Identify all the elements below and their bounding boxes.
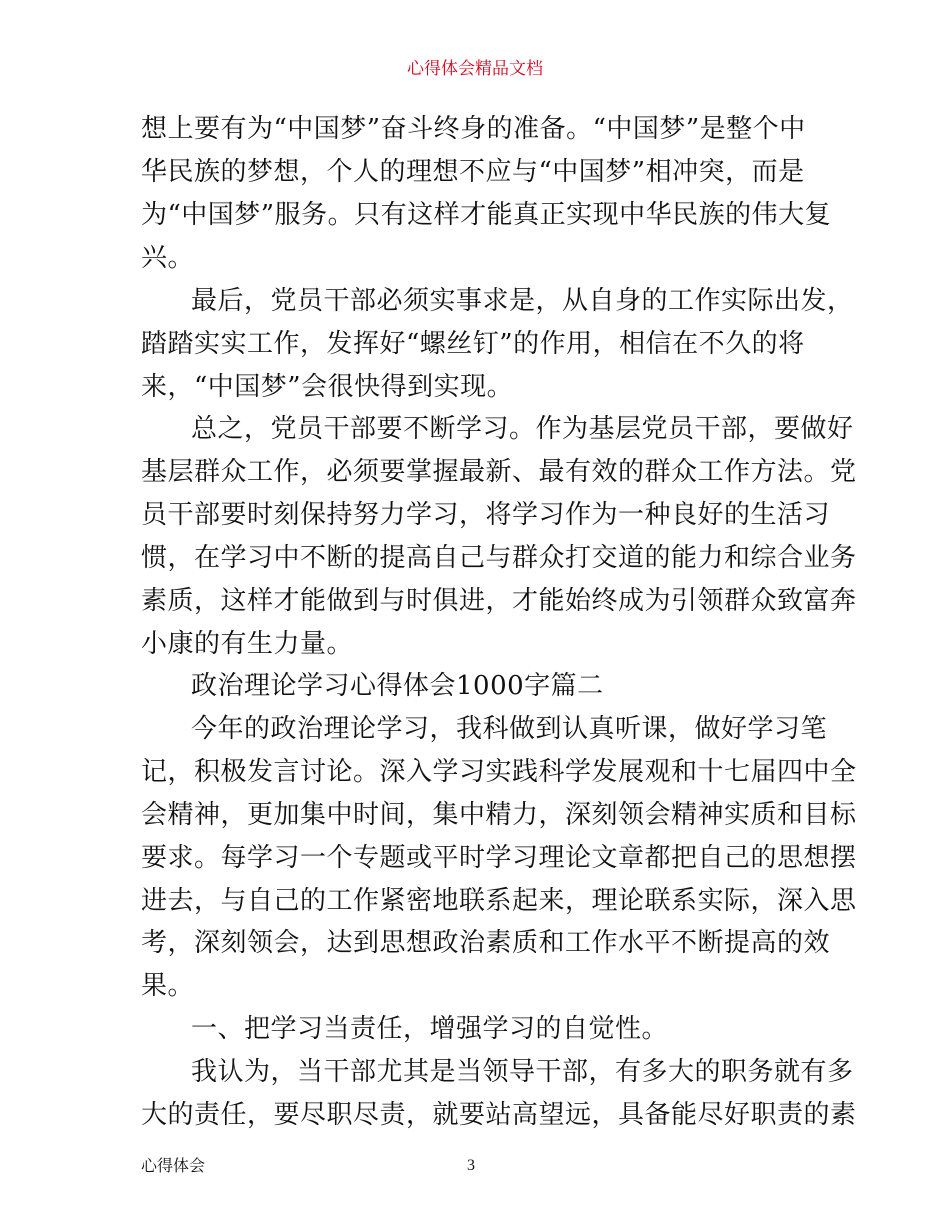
- text-line: 今年的政治理论学习，我科做到认真听课，做好学习笔: [191, 714, 828, 744]
- text-line: 来，“中国梦”会很快得到实现。: [141, 372, 514, 402]
- text-line: 小康的有生力量。: [141, 629, 354, 659]
- text-line: 果。: [141, 971, 195, 1001]
- text-line: 大的责任，要尽职尽责，就要站高望远，具备能尽好职责的素: [141, 1100, 857, 1130]
- text-line: 员干部要时刻保持努力学习，将学习作为一种良好的生活习: [141, 500, 831, 530]
- text-line: 踏踏实实工作，发挥好“螺丝钉”的作用，相信在不久的将: [141, 329, 805, 359]
- text-line: 为“中国梦”服务。只有这样才能真正实现中华民族的伟大复: [141, 200, 832, 230]
- text-line: 我认为，当干部尤其是当领导干部，有多大的职务就有多: [191, 1057, 854, 1087]
- section-heading: 政治理论学习心得体会1000字篇二: [191, 671, 604, 701]
- page-header-title: 心得体会精品文档: [407, 59, 543, 79]
- text-line: 记，积极发言讨论。深入学习实践科学发展观和十七届四中全: [141, 757, 857, 787]
- text-line: 惯，在学习中不断的提高自己与群众打交道的能力和综合业务: [141, 543, 857, 573]
- text-line: 进去，与自己的工作紧密地联系起来，理论联系实际，深入思: [141, 886, 857, 916]
- text-line: 要求。每学习一个专题或平时学习理论文章都把自己的思想摆: [141, 843, 857, 873]
- text-line: 考，深刻领会，达到思想政治素质和工作水平不断提高的效: [141, 928, 831, 958]
- text-line: 想上要有为“中国梦”奋斗终身的准备。“中国梦”是整个中: [141, 114, 806, 144]
- text-line: 华民族的梦想，个人的理想不应与“中国梦”相冲突，而是: [141, 157, 805, 187]
- text-line: 兴。: [141, 243, 195, 273]
- text-line: 会精神，更加集中时间，集中精力，深刻领会精神实质和目标: [141, 800, 857, 830]
- subheading: 一、把学习当责任，增强学习的自觉性。: [191, 1014, 669, 1044]
- text-line: 最后，党员干部必须实事求是，从自身的工作实际出发，: [191, 286, 854, 316]
- page-number: 3: [467, 1157, 475, 1174]
- text-line: 总之，党员干部要不断学习。作为基层党员干部，要做好: [191, 414, 854, 444]
- text-line: 基层群众工作，必须要掌握最新、最有效的群众工作方法。党: [141, 457, 857, 487]
- footer-label: 心得体会: [141, 1156, 206, 1175]
- text-line: 素质，这样才能做到与时俱进，才能始终成为引领群众致富奔: [141, 586, 857, 616]
